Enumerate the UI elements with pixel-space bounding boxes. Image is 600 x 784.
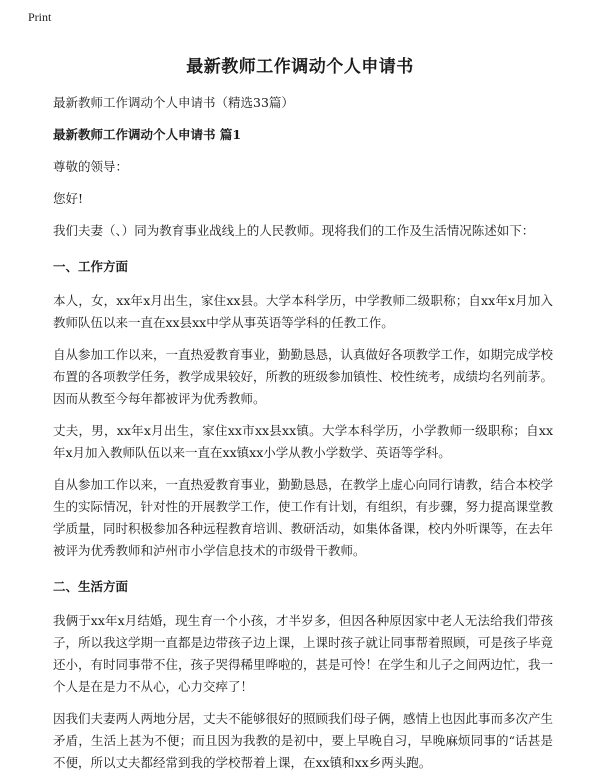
document-subtitle: 最新教师工作调动个人申请书（精选33篇）	[53, 95, 294, 110]
piece-title: 最新教师工作调动个人申请书 篇1	[53, 127, 242, 142]
print-label: Print	[28, 10, 52, 24]
paragraph: 我俩于xx年x月结婚，现生育一个小孩，才半岁多，但因各种原因家中老人无法给我们带孩子，所以我这学期一直都是边带孩子边上课，上课时孩子就让同事帮着照顾，可是孩子毕竟还小，有时同事带不住，孩子哭得稀里哗啦的，甚是可怜！在学生和儿子之间两边忙，我一个人是在是力不从心，心力交瘁了！	[53, 613, 554, 694]
paragraph: 自从参加工作以来，一直热爱教育事业，勤勤恳恳，在教学上虚心向同行请教，结合本校学生的实际情况，针对性的开展教学工作，使工作有计划，有组织，有步骤，努力提高课堂教学质量，同时积极参加各种远程教育培训、教研活动，如集体备课，校内外听课等，在去年被评为优秀教师和泸州市小学信息技术的市级骨干教师。	[53, 477, 554, 558]
paragraph: 因我们夫妻两人两地分居，丈夫不能够很好的照顾我们母子俩，感情上也因此事而多次产生矛盾，生活上甚为不便；而且因为我教的是初中，要上早晚自习，早晚麻烦同事的“话甚是不便，所以丈夫都经常到我的学校帮着上课，在xx镇和xx乡两头跑。	[53, 711, 554, 770]
paragraph: 丈夫，男，xx年x月出生，家住xx市xx县xx镇。大学本科学历，小学教师一级职称；自xx年x月加入教师队伍以来一直在xx镇xx小学从教小学数学、英语等学科。	[53, 423, 553, 460]
document-title: 最新教师工作调动个人申请书	[186, 57, 414, 77]
greeting: 您好!	[53, 191, 84, 206]
paragraph: 自从参加工作以来，一直热爱教育事业，勤勤恳恳，认真做好各项教学工作，如期完成学校布置的各项教学任务，教学成果较好，所教的班级参加镇性、校性统考，成绩均名列前茅。因而从教至今每年都被评为优秀教师。	[53, 347, 554, 406]
section-heading-life: 二、生活方面	[53, 579, 129, 594]
section-heading-work: 一、工作方面	[53, 259, 129, 274]
salutation: 尊敬的领导：	[53, 159, 129, 174]
intro-paragraph: 我们夫妻（、）同为教育事业战线上的人民教师。现将我们的工作及生活情况陈述如下：	[53, 223, 535, 238]
paragraph: 本人，女，xx年x月出生，家住xx县。大学本科学历，中学教师二级职称；自xx年x月加入教师队伍以来一直在xx县xx中学从事英语等学科的任教工作。	[53, 293, 553, 330]
document-body	[53, 92, 553, 784]
